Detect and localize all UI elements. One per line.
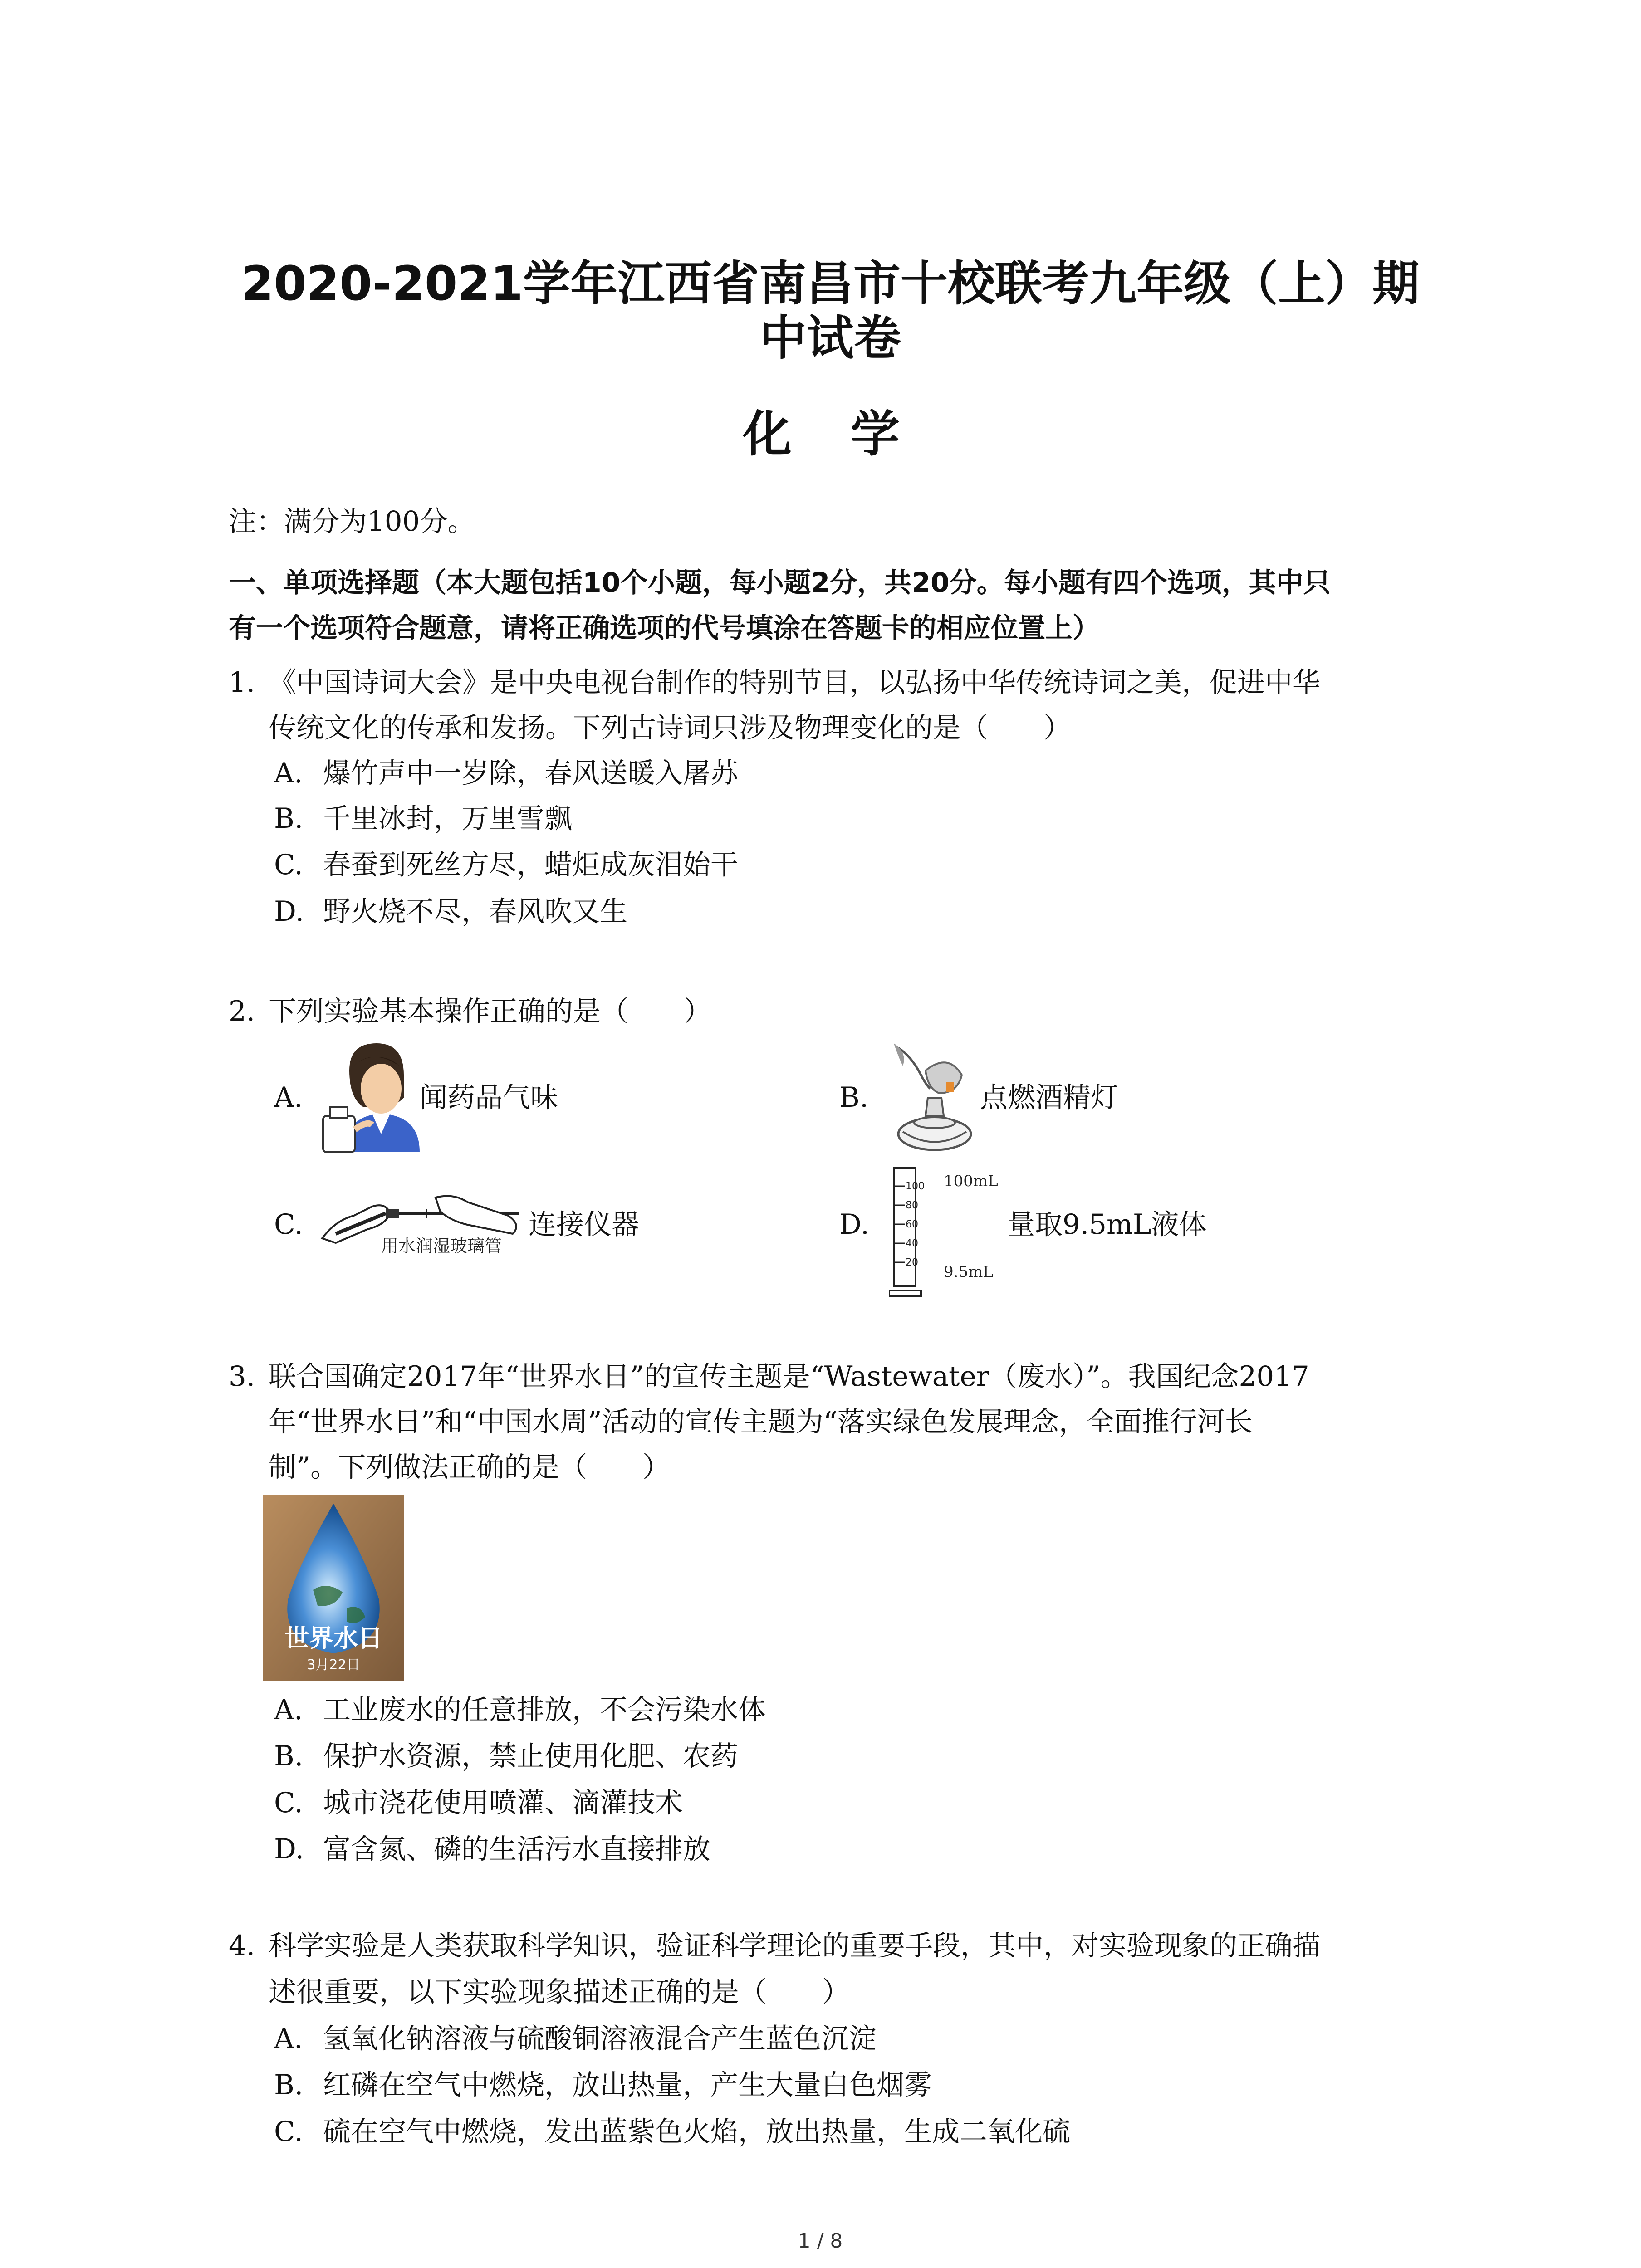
question-2-option-a-label: 闻药品气味: [420, 1081, 558, 1114]
question-4-option-c: C. 硫在空气中燃烧，发出蓝紫色火焰，放出热量，生成二氧化硫: [274, 2116, 1071, 2148]
poster-title: 世界水日: [284, 1624, 382, 1652]
poster-date: 3月22日: [307, 1657, 360, 1673]
cylinder-tick-100: 100: [906, 1181, 925, 1192]
question-text: 《中国诗词大会》是中央电视台制作的特别节目，以弘扬中华传统诗词之美，促进中华: [269, 666, 1321, 699]
question-2-option-a-letter: A.: [274, 1081, 303, 1114]
question-1-line-2: 传统文化的传承和发扬。下列古诗词只涉及物理变化的是（ ）: [269, 712, 1072, 744]
question-1-option-b: B. 千里冰封，万里雪飘: [274, 802, 573, 835]
question-number: 1.: [229, 666, 255, 699]
question-3-line-2: 年“世界水日”和“中国水周”活动的宣传主题为“落实绿色发展理念，全面推行河长: [269, 1406, 1253, 1438]
question-3-line-3: 制”。下列做法正确的是（ ）: [269, 1451, 671, 1483]
question-4-option-a: A. 氢氧化钠溶液与硫酸铜溶液混合产生蓝色沉淀: [274, 2023, 877, 2055]
question-1-line-1: [229, 665, 1320, 701]
question-2-option-d-letter: D.: [839, 1208, 870, 1241]
alcohol-lamp-icon: [885, 1039, 985, 1157]
page-number: 1 / 8: [798, 2229, 843, 2253]
question-1-option-c: C. 春蚕到死丝方尽，蜡炬成灰泪始干: [274, 849, 739, 881]
question-3-option-a: A. 工业废水的任意排放，不会污染水体: [274, 1694, 766, 1726]
question-4-option-b: B. 红磷在空气中燃烧，放出热量，产生大量白色烟雾: [274, 2069, 932, 2101]
cylinder-tick-60: 60: [906, 1219, 918, 1230]
world-water-day-poster: [263, 1495, 404, 1681]
connecting-tube-icon: [318, 1188, 531, 1256]
question-3-option-c: C. 城市浇花使用喷灌、滴灌技术: [274, 1787, 683, 1819]
section-1-heading-line-1: 一、单项选择题（本大题包括10个小题，每小题2分，共20分。每小题有四个选项，其中只: [229, 567, 1331, 599]
question-3-line-1: 3. 联合国确定2017年“世界水日”的宣传主题是“Wastewater（废水）”。我国纪念2017: [229, 1360, 1309, 1393]
question-2-option-d-label: 量取9.5mL液体: [1007, 1208, 1207, 1241]
section-1-heading-line-2: 有一个选项符合题意，请将正确选项的代号填涂在答题卡的相应位置上）: [229, 612, 1100, 644]
question-4-line-2: 述很重要，以下实验现象描述正确的是（ ）: [269, 1976, 850, 2008]
cylinder-capacity-label: 100mL: [944, 1172, 998, 1190]
score-note: 注：满分为100分。: [229, 505, 475, 538]
question-2-option-b-label: 点燃酒精灯: [980, 1081, 1119, 1114]
cylinder-tick-40: 40: [906, 1238, 918, 1249]
question-2-option-c-label: 连接仪器: [529, 1208, 640, 1241]
question-1-option-a: A. 爆竹声中一岁除，春风送暖入屠苏: [274, 757, 739, 789]
question-2-option-b-letter: B.: [839, 1081, 869, 1114]
question-1-option-d: D. 野火烧不尽，春风吹又生: [274, 895, 628, 928]
subject-heading: 化学: [742, 406, 959, 463]
question-3-option-b: B. 保护水资源，禁止使用化肥、农药: [274, 1740, 739, 1772]
question-2-option-c-caption: 用水润湿玻璃管: [381, 1236, 502, 1256]
cylinder-tick-80: 80: [906, 1200, 918, 1211]
cylinder-tick-20: 20: [906, 1257, 918, 1268]
exam-title-line-2: 中试卷: [759, 310, 901, 366]
smelling-person-icon: [318, 1039, 426, 1157]
exam-title-line-1: 2020-2021学年江西省南昌市十校联考九年级（上）期: [240, 256, 1420, 311]
measuring-cylinder-icon: [889, 1163, 1007, 1300]
cylinder-volume-label: 9.5mL: [944, 1263, 993, 1281]
question-2-option-c-letter: C.: [274, 1208, 303, 1241]
question-2-stem: 2. 下列实验基本操作正确的是（ ）: [229, 995, 712, 1027]
question-4-line-1: 4. 科学实验是人类获取科学知识，验证科学理论的重要手段，其中，对实验现象的正确描: [229, 1930, 1321, 1962]
question-3-option-d: D. 富含氮、磷的生活污水直接排放: [274, 1833, 711, 1865]
